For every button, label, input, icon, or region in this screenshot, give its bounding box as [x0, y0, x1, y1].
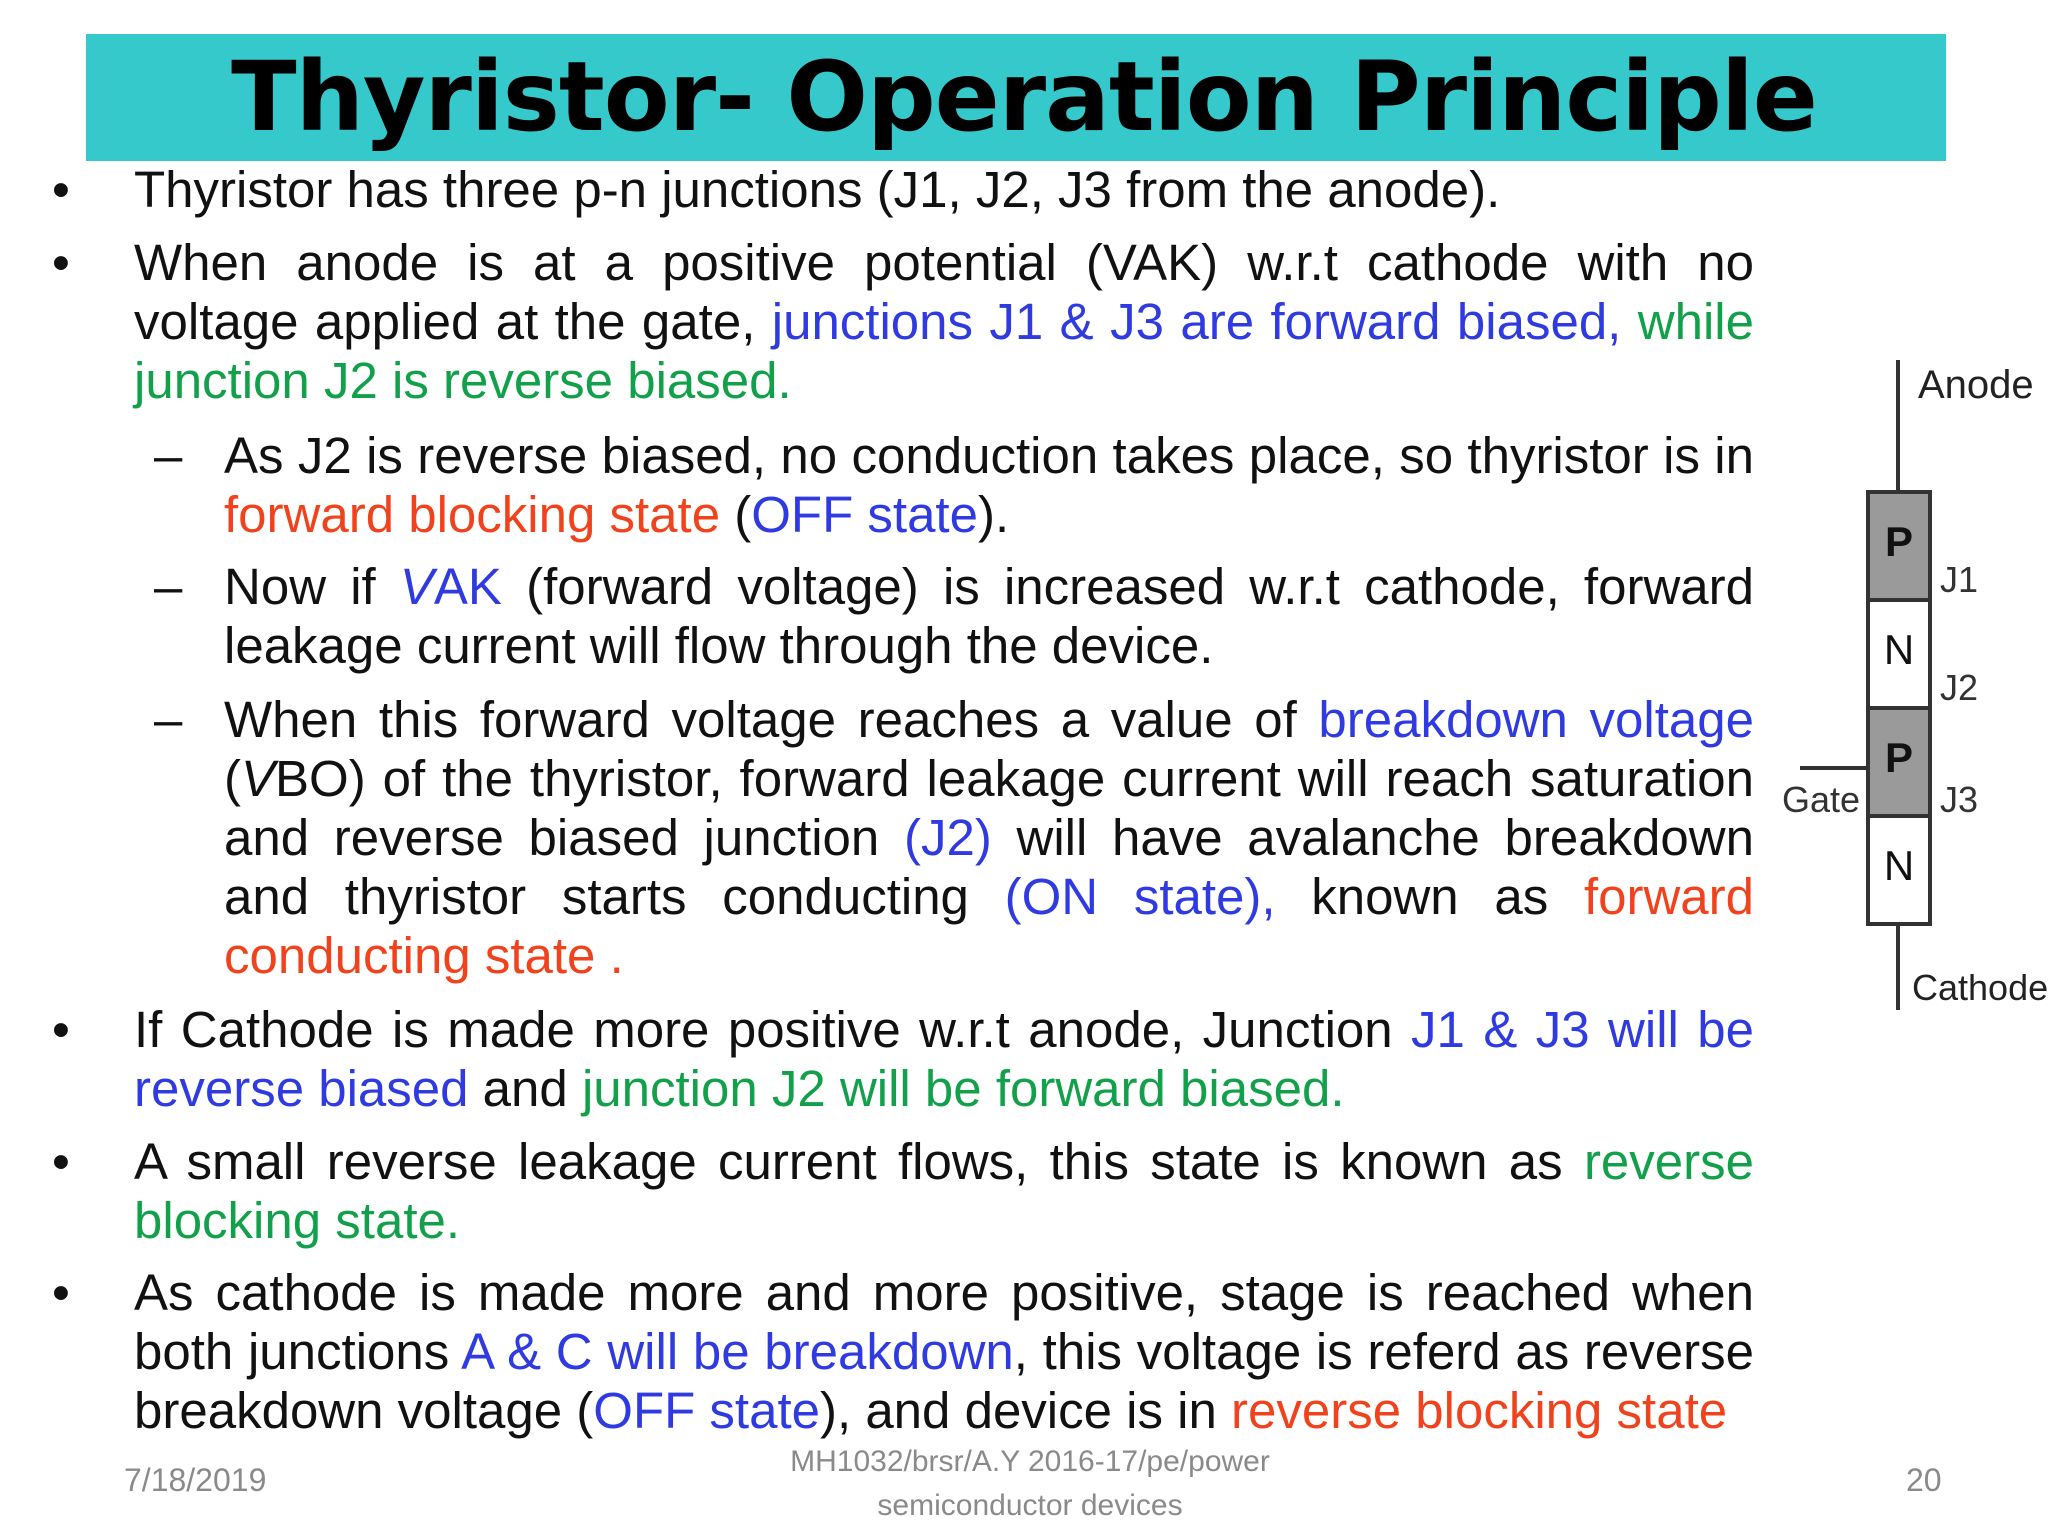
dash-marker: –	[154, 558, 183, 615]
bullet-2	[134, 233, 1754, 410]
bullet-5-red: reverse blocking state	[1231, 1382, 1728, 1439]
bullet-1-text: Thyristor has three p-n junctions (J1, J2, J3 from the anode).	[134, 161, 1501, 218]
footer-course-line: semiconductor devices	[877, 1489, 1183, 1522]
footer-course-line: MH1032/brsr/A.Y 2016-17/pe/power	[790, 1445, 1270, 1478]
sub-bullet-3-red: forward conducting state .	[224, 868, 1754, 984]
sub-bullet-3-blue2: (J2)	[903, 809, 992, 866]
sub-bullet-3-blue1: breakdown voltage	[1318, 691, 1755, 748]
sub-bullet-1-text: As J2 is reverse biased, no conduction takes place, so thyristor is in	[224, 427, 1754, 484]
bullet-2-text: When anode is at a positive potential (VAK) w.r.t cathode with no voltage applied at the gate,	[134, 234, 1754, 350]
sub-bullet-3-text: When this forward voltage reaches a value of	[224, 691, 1319, 748]
dash-marker: –	[154, 427, 183, 484]
anode-label: Anode	[1918, 363, 2034, 407]
sub-bullet-3-p2: BO) of the thyristor, forward leakage current will reach saturation and reverse biased junction	[224, 750, 1754, 866]
sub-bullet-3-p3: will have avalanche breakdown and thyristor starts conducting	[224, 809, 1754, 925]
footer-course	[730, 1440, 1330, 1528]
bullet-2-highlight-reverse: while junction J2 is reverse biased.	[134, 293, 1754, 409]
bullet-5-blue2: OFF state	[593, 1382, 820, 1439]
bullet-2-highlight-forward: junctions J1 & J3 are forward biased,	[771, 293, 1622, 350]
junction-label: J3	[1940, 779, 1979, 820]
bullet-3-green: junction J2 will be forward biased.	[581, 1060, 1345, 1117]
sub-bullet-2-text: Now if	[224, 558, 400, 615]
layer-label: N	[1883, 626, 1915, 673]
bullet-5-text: As cathode is made more and more positive, stage is reached when both junctions	[134, 1264, 1754, 1380]
sub-bullet-3-p4: known as	[1275, 868, 1584, 925]
sub-bullet-2-ak: AK	[433, 558, 502, 615]
junction-label: J2	[1940, 667, 1979, 708]
junction-label: J1	[1940, 559, 1979, 600]
sub-bullet-3-p1: (	[224, 750, 241, 807]
bullet-marker: •	[52, 1264, 70, 1321]
page-number: 20	[1906, 1462, 1942, 1498]
sub-bullet-3-v: V	[240, 750, 276, 807]
footer-date: 7/18/2019	[124, 1462, 267, 1498]
thyristor-diagram	[1770, 360, 2048, 1020]
sub-bullet-1-blue: OFF state	[751, 486, 978, 543]
bullet-3	[134, 1000, 1754, 1118]
bullet-5-blue1: A & C will be breakdown	[461, 1323, 1014, 1380]
cathode-label: Cathode	[1912, 967, 2048, 1008]
sub-bullet-2-rest: (forward voltage) is increased w.r.t cathode, forward leakage current will flow through the device.	[224, 558, 1754, 674]
bullet-3-blue: J1 & J3 will be reverse biased	[134, 1001, 1754, 1117]
bullet-3-and: and	[468, 1060, 582, 1117]
sub-bullet-2-v: V	[399, 558, 434, 615]
gate-label: Gate	[1782, 779, 1861, 820]
bullet-5-p2: ), and device is in	[820, 1382, 1232, 1439]
bullet-3-text: If Cathode is made more positive w.r.t anode, Junction	[134, 1001, 1412, 1058]
bullet-marker: •	[52, 1133, 70, 1190]
dash-marker: –	[154, 691, 183, 748]
sub-bullet-1	[224, 426, 1754, 544]
layer-label: P	[1884, 518, 1914, 565]
slide-title: Thyristor- Operation Principle	[231, 41, 1817, 153]
sub-bullet-2	[224, 557, 1754, 675]
sub-bullet-3-blue3: (ON state),	[1004, 868, 1276, 925]
bullet-4-green: reverse blocking state.	[134, 1133, 1754, 1249]
bullet-1	[134, 160, 1754, 219]
layer-label: P	[1884, 734, 1914, 781]
bullet-4	[134, 1132, 1754, 1250]
bullet-marker: •	[52, 1001, 70, 1058]
bullet-5-p1: , this voltage is referd as reverse breakdown voltage (	[134, 1323, 1754, 1439]
bullet-marker: •	[52, 234, 70, 291]
layer-label: N	[1883, 842, 1915, 889]
bullet-5	[134, 1263, 1754, 1440]
sub-bullet-3	[224, 690, 1754, 985]
sub-bullet-1-end: ).	[977, 486, 1010, 543]
bullet-4-text: A small reverse leakage current flows, this state is known as	[134, 1133, 1584, 1190]
bullet-marker: •	[52, 161, 70, 218]
sub-bullet-1-red: forward blocking state	[224, 486, 721, 543]
sub-bullet-1-paren: (	[720, 486, 752, 543]
